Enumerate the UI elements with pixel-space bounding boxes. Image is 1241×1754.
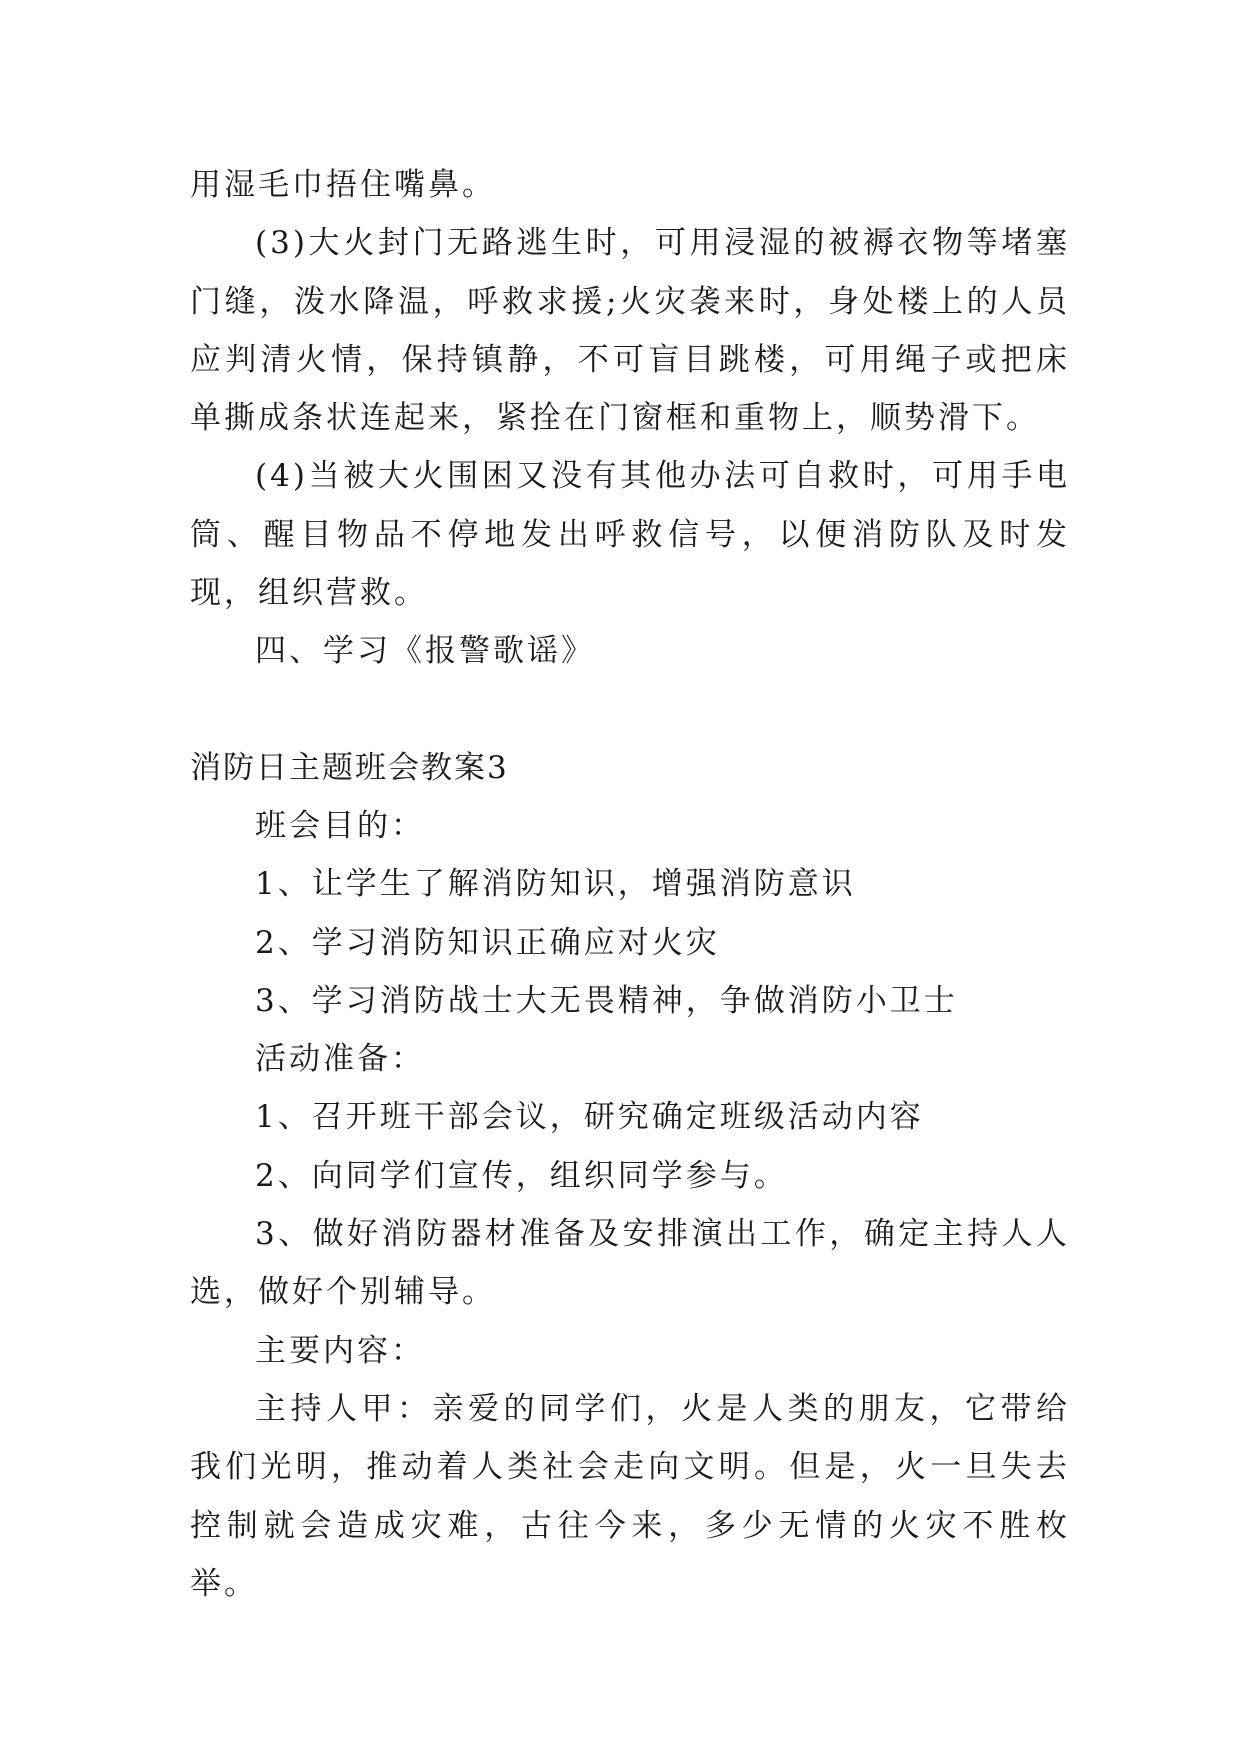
prep-item-1: 1、召开班干部会议，研究确定班级活动内容 bbox=[255, 1099, 924, 1136]
paragraph-signal-for-help: (4)当被大火围困又没有其他办法可自救时，可用手电筒、醒目物品不停地发出呼救信号，以便消防队及时发现，组织营救。 bbox=[190, 458, 1070, 612]
purpose-item-1: 1、让学生了解消防知识，增强消防意识 bbox=[255, 866, 856, 903]
paragraph-cover-nose: 用湿毛巾捂住嘴鼻。 bbox=[190, 167, 496, 203]
main-content-heading: 主要内容： bbox=[255, 1332, 425, 1369]
host-a-speech: 主持人甲：亲爱的同学们，火是人类的朋友，它带给我们光明，推动着人类社会走向文明。但是，火一旦失去控制就会造成灾难，古往今来，多少无情的火灾不胜枚举。 bbox=[190, 1390, 1070, 1602]
prep-item-2: 2、向同学们宣传，组织同学参与。 bbox=[255, 1157, 788, 1194]
paragraph-fire-blocked-door: (3)大火封门无路逃生时，可用浸湿的被褥衣物等堵塞门缝，泼水降温，呼救求援;火灾袭来时，身处楼上的人员应判清火情，保持镇静，不可盲目跳楼，可用绳子或把床单撕成条状连起来，紧拴在门窗框和重物上，顺势滑下。 bbox=[190, 225, 1070, 437]
activity-prep-heading: 活动准备： bbox=[255, 1041, 425, 1078]
meeting-purpose-heading: 班会目的： bbox=[255, 807, 425, 844]
section-heading-alarm-song: 四、学习《报警歌谣》 bbox=[255, 633, 595, 670]
purpose-item-3: 3、学习消防战士大无畏精神，争做消防小卫士 bbox=[255, 982, 958, 1019]
section-gap bbox=[190, 681, 1070, 739]
lesson-plan-title: 消防日主题班会教案3 bbox=[190, 749, 509, 786]
purpose-item-2: 2、学习消防知识正确应对火灾 bbox=[255, 924, 720, 961]
prep-item-3: 3、做好消防器材准备及安排演出工作，确定主持人人选，做好个别辅导。 bbox=[190, 1216, 1070, 1311]
document-body bbox=[190, 156, 1070, 1613]
